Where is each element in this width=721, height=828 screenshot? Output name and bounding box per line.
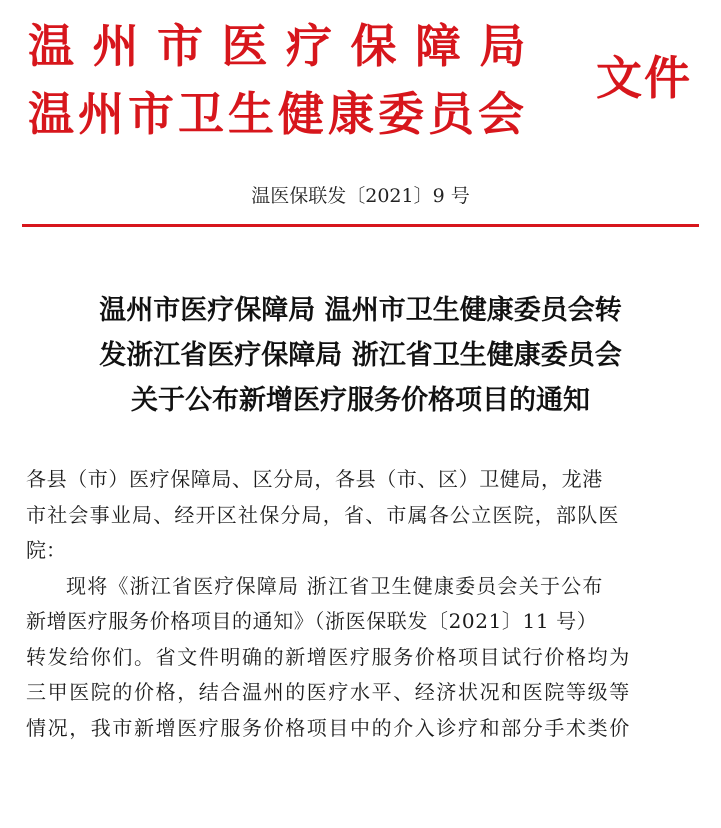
title-line: 温州市医疗保障局 温州市卫生健康委员会转 — [99, 295, 622, 326]
paragraph-line: 现将《浙江省医疗保障局 浙江省卫生健康委员会关于公布 — [66, 573, 604, 598]
red-masthead — [0, 0, 721, 160]
addressee-line: 市社会事业局、经开区社保分局，省、市属各公立医院，部队医 — [26, 502, 620, 527]
paragraph-line: 新增医疗服务价格项目的通知》（浙医保联发〔2021〕11 号） — [26, 609, 598, 633]
paragraph-line: 三甲医院的价格，结合温州的医疗水平、经济状况和医院等级等 — [26, 680, 631, 704]
red-divider-line — [22, 224, 699, 227]
issuer-medical-security-bureau: 温州市医疗保障局 — [28, 19, 544, 73]
title-line: 关于公布新增医疗服务价格项目的通知 — [131, 385, 590, 416]
document-title — [0, 288, 721, 423]
addressee-line: 各县（市）医疗保障局、区分局，各县（市、区）卫健局，龙港 — [26, 467, 603, 491]
paragraph-line: 转发给你们。省文件明确的新增医疗服务价格项目试行价格均为 — [26, 644, 631, 669]
paragraph-line: 情况，我市新增医疗服务价格项目中的介入诊疗和部分手术类价 — [26, 715, 631, 740]
document-number: 温医保联发〔2021〕9 号 — [251, 185, 470, 207]
title-line: 发浙江省医疗保障局 浙江省卫生健康委员会 — [99, 340, 622, 371]
issuer-health-commission: 温州市卫生健康委员会 — [28, 87, 528, 141]
addressee-line: 院： — [26, 538, 66, 562]
document-body — [26, 462, 698, 746]
document-suffix: 文件 — [596, 51, 692, 105]
